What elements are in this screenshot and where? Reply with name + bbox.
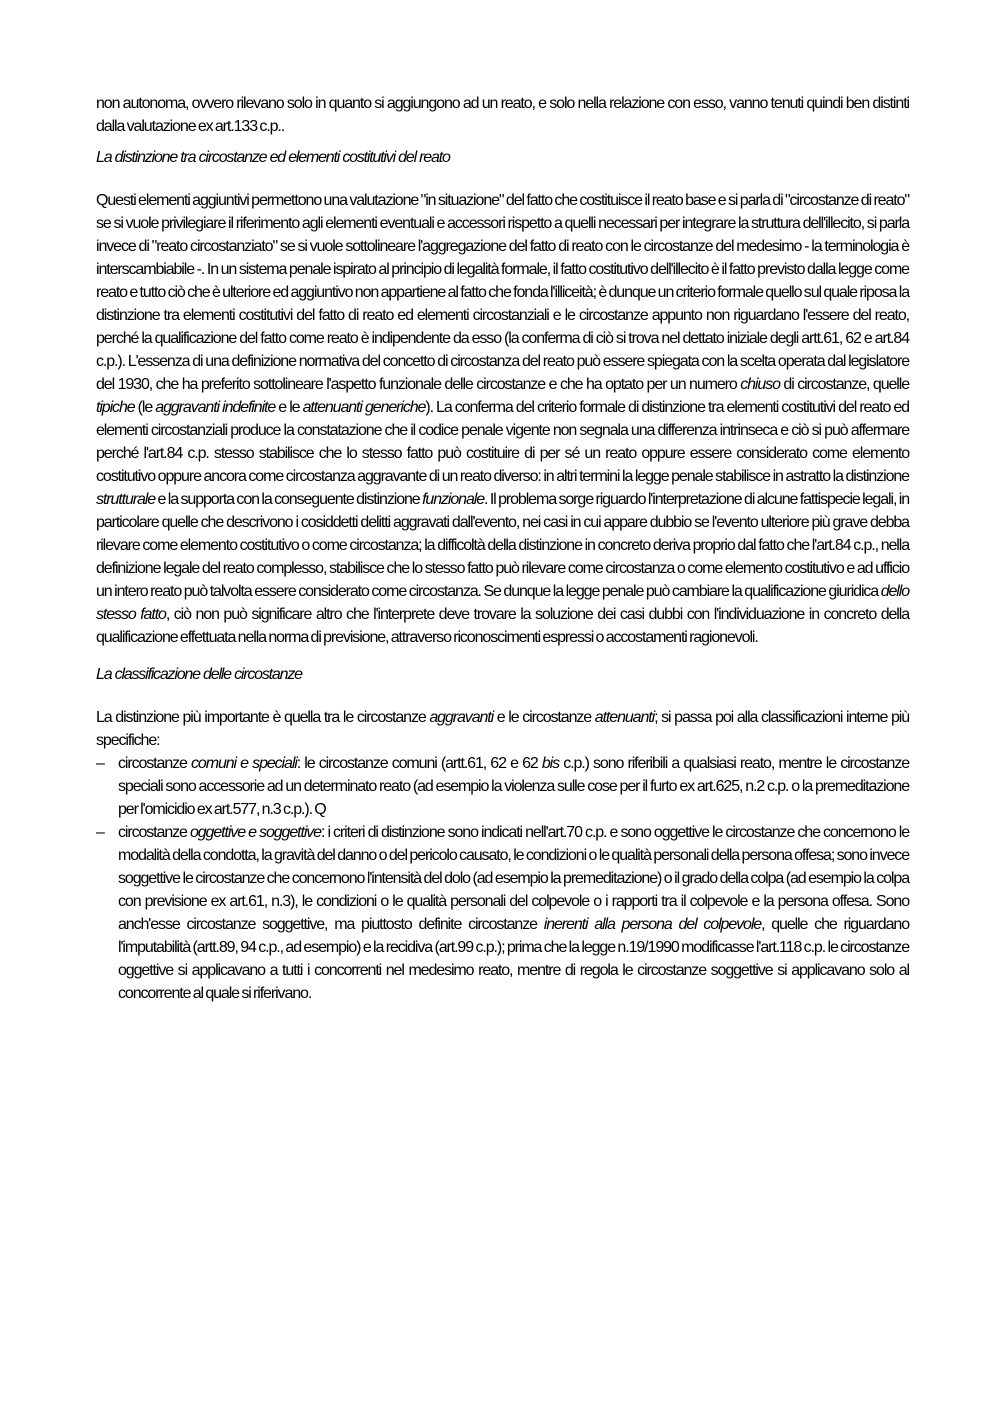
- main-text-5: ). La conferma del criterio formale di distinzione tra elementi costitutivi del reato ed elementi circostanziali produce la constatazione che il codice penale vigente non segnala una differenza intrinseca e ciò si può affermare perché l'art.84 c.p. stesso stabilisce che lo stesso fatto può costituire di per sé un reato oppure essere considerato come elemento costitutivo oppure ancora come circostanza aggravante di un reato diverso: in altri termini la legge penale stabilisce in astratto la distinzione: [96, 399, 909, 485]
- class-text-3: ; si passa poi alla classificazioni interne più specifiche:: [96, 709, 909, 749]
- main-text-4: e le: [275, 399, 303, 416]
- main-italic-2: tipiche: [96, 399, 135, 416]
- bullet1-text-2: : le circostanze comuni (artt.61, 62 e 62: [296, 755, 542, 772]
- intro-paragraph: non autonoma, ovvero rilevano solo in quanto si aggiungono ad un reato, e solo nella relazione con esso, vanno tenuti quindi ben distinti dalla valutazione ex art.133 c.p..: [96, 95, 909, 135]
- section-heading-distinction: La distinzione tra circostanze ed elementi costitutivi del reato: [96, 149, 450, 166]
- main-italic-1: chiuso: [740, 376, 780, 393]
- bullet2-text-2: : i criteri di distinzione sono indicati nell'art.70 c.p. e sono oggettive le circostanze che concernono le modalità della condotta, la gravità del danno o del pericolo causato, le condizioni o le qualità personali della persona offesa; sono invece soggettive le circostanze che concernono l'intensità del dolo (ad esempio la premeditazione) o il grado della colpa (ad esempio la colpa con previsione ex art.61, n.3), le condizioni o le qualità personali del colpevole o i rapporti tra il colpevole e la persona offesa. Sono anch'esse circostanze soggettive, ma piuttosto definite circostanze: [118, 824, 909, 933]
- class-text-1: La distinzione più importante è quella tra le circostanze: [96, 709, 430, 726]
- main-text-6: e la supporta con la conseguente distinzione: [155, 491, 423, 508]
- dash-bullet: –: [96, 824, 104, 841]
- classification-list: [96, 752, 909, 1005]
- bullet1-italic-1: comuni e speciali: [191, 755, 297, 772]
- main-text-1: Questi elementi aggiuntivi permettono una valutazione "in situazione" del fatto che costituisce il reato base e si parla di "circostanze di reato" se si vuole privilegiare il riferimento agli elementi eventuali e accessori rispetto a quelli necessari per integrare la struttura dell'illecito, si parla invece di "reato circostanziato" se si vuole sottolineare l'aggregazione del fatto di reato con le circostanze del medesimo - la terminologia è interscambiabile -. In un sistema penale ispirato al principio di legalità formale, il fatto costitutivo dell'illecito è il fatto previsto dalla legge come reato e tutto ciò che è ulteriore ed aggiuntivo non appartiene al fatto che fonda l'illiceità; è dunque un criterio formale quello sul quale riposa la distinzione tra elementi costitutivi del fatto di reato ed elementi circostanziali e le circostanze appunto non riguardano l'essere del reato, perché la qualificazione del fatto come reato è indipendente da esso (la conferma di ciò si trova nel dettato iniziale degli artt.61, 62 e art.84 c.p.). L'essenza di una definizione normativa del concetto di circostanza del reato può essere spiegata con la scelta operata dal legislatore del 1930, che ha preferito sottolineare l'aspetto funzionale delle circostanze e che ha optato per un numero: [96, 192, 909, 393]
- main-italic-7: dello stesso fatto: [96, 583, 909, 623]
- bullet1-text-3: c.p.) sono riferibili a qualsiasi reato, mentre le circostanze speciali sono accessorie ad un determinato reato (ad esempio la violenza sulle cose per il furto ex art.625, n.2 c.p. o la premeditazione per l'omicidio ex art.577, n.3 c.p.). Q: [118, 755, 910, 818]
- class-italic-2: attenuanti: [594, 709, 655, 726]
- classification-paragraph: [96, 706, 909, 752]
- bullet2-text-1: circostanze: [118, 824, 190, 841]
- bullet2-text-3: , quelle che riguardano l'imputabilità (artt.89, 94 c.p., ad esempio) e la recidiva (art.99 c.p.); prima che la legge n.19/1990 modificasse l'art.118 c.p. le circostanze oggettive si applicavano a tutti i concorrenti nel medesimo reato, mentre di regola le circostanze soggettive si applicavano solo al concorrente al quale si riferivano.: [118, 916, 909, 1002]
- main-text-3: (le: [134, 399, 156, 416]
- bullet1-text-1: circostanze: [118, 755, 192, 772]
- class-text-2: e le circostanze: [493, 709, 595, 726]
- bullet2-italic-2: inerenti alla persona del colpevole: [543, 916, 762, 933]
- main-italic-5: strutturale: [96, 491, 156, 508]
- main-text-7: . Il problema sorge riguardo l'interpretazione di alcune fattispecie legali, in particolare quelle che descrivono i cosiddetti delitti aggravati dall'evento, nei casi in cui appare dubbio se l'evento ulteriore più grave debba rilevare come elemento costitutivo o come circostanza; la difficoltà della distinzione in concreto deriva proprio dal fatto che l'art.84 c.p., nella definizione legale del reato complesso, stabilisce che lo stesso fatto può rilevare come circostanza o come elemento costitutivo e ad ufficio un intero reato può talvolta essere considerato come circostanza. Se dunque la legge penale può cambiare la qualificazione giuridica: [96, 491, 910, 600]
- section-heading-classification: La classificazione delle circostanze: [96, 666, 302, 683]
- list-item-common-special: [96, 752, 909, 821]
- main-text-8: , ciò non può significare altro che l'interprete deve trovare la soluzione dei casi dubbi con l'individuazione in concreto della qualificazione effettuata nella norma di previsione, attraverso riconoscimenti espressi o accostamenti ragionevoli.: [96, 606, 910, 646]
- list-item-objective-subjective: [96, 821, 909, 1005]
- document-page: [96, 92, 909, 1005]
- bullet2-italic-1: oggettive e soggettive: [189, 824, 321, 841]
- main-italic-3: aggravanti indefinite: [155, 399, 276, 416]
- main-italic-6: funzionale: [422, 491, 485, 508]
- main-text-2: di circostanze, quelle: [779, 376, 910, 393]
- main-italic-4: attenuanti generiche: [302, 399, 426, 416]
- class-italic-1: aggravanti: [429, 709, 494, 726]
- main-paragraph: [96, 189, 909, 649]
- bullet1-italic-2: bis: [541, 755, 560, 772]
- dash-bullet: –: [96, 755, 104, 772]
